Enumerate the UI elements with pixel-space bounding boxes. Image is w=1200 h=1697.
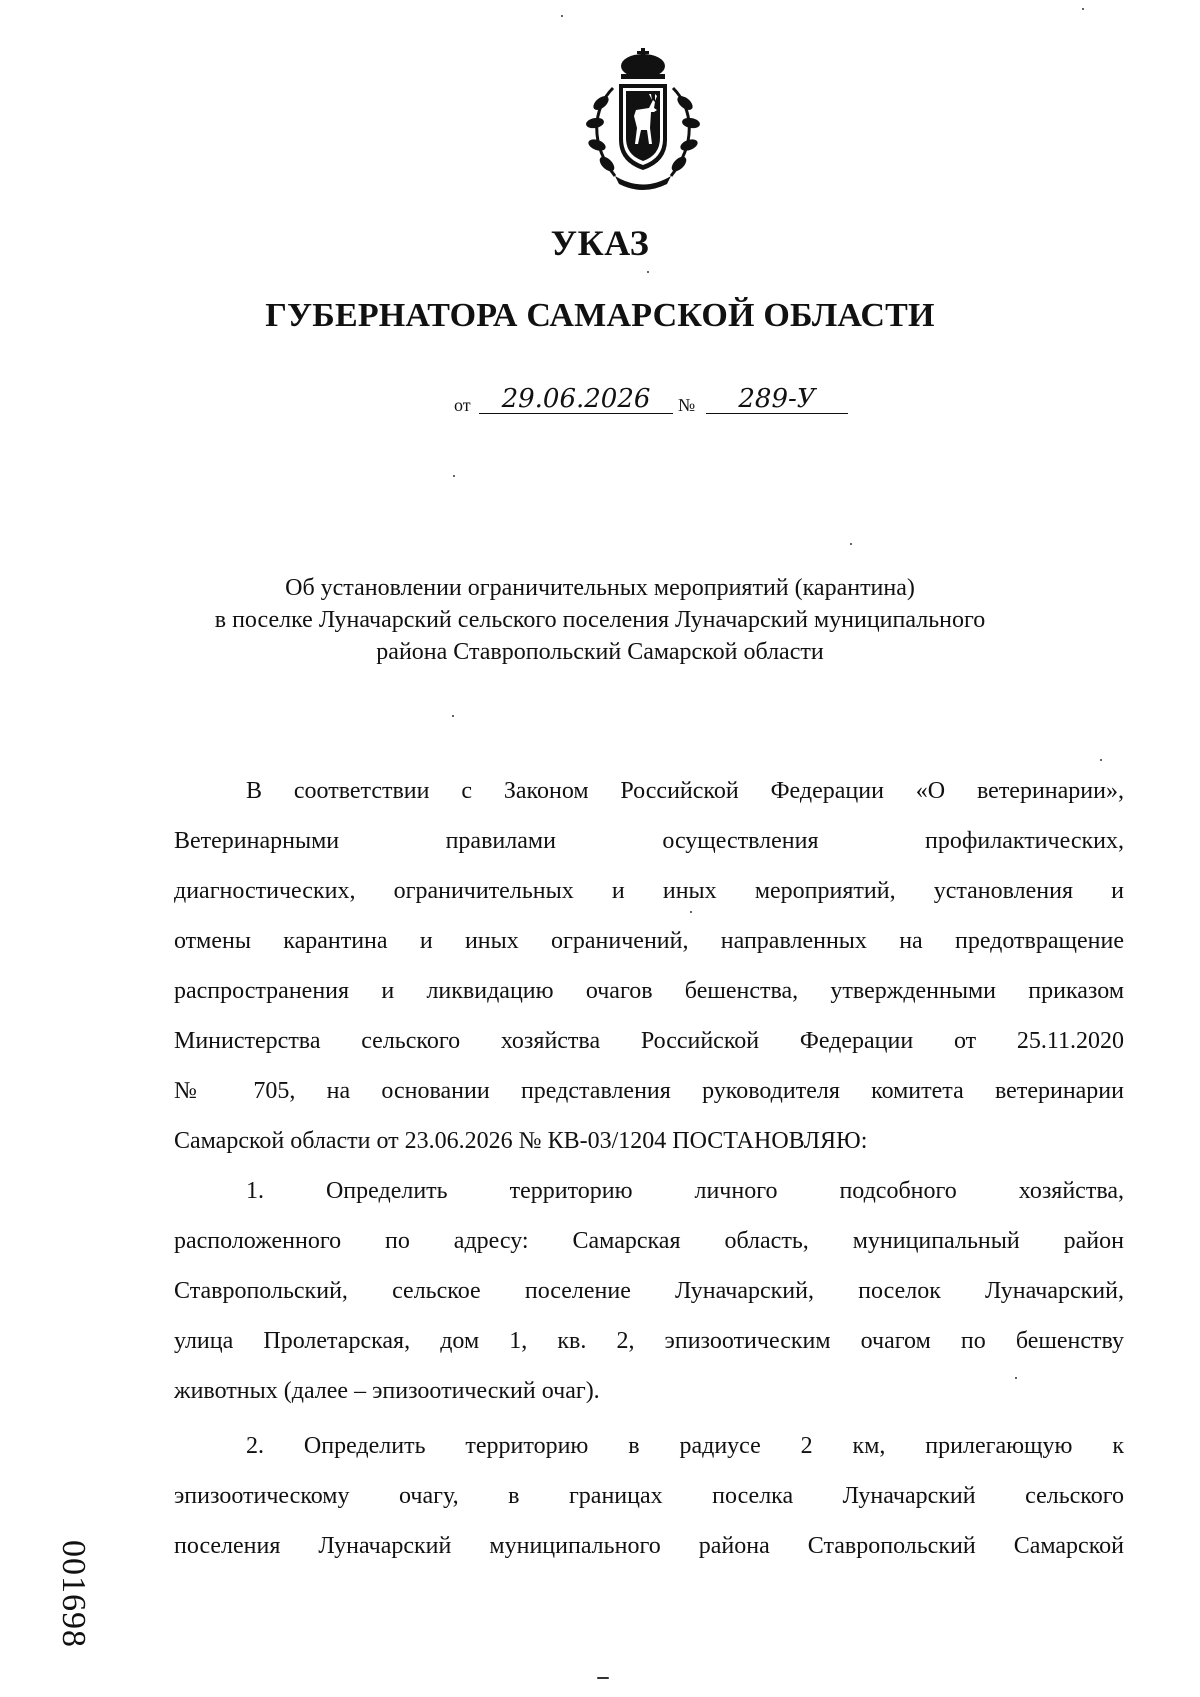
text-line: диагностических, ограничительных и иных мероприятий, установления и bbox=[174, 878, 1124, 904]
scan-speck bbox=[647, 271, 649, 273]
text-line: отмены карантина и иных ограничений, направленных на предотвращение bbox=[174, 928, 1124, 954]
scan-speck bbox=[850, 543, 852, 545]
side-registration-stamp: 001698 bbox=[55, 1540, 92, 1648]
reference-line bbox=[454, 385, 854, 425]
coat-of-arms-emblem bbox=[575, 48, 711, 190]
scan-speck bbox=[690, 911, 692, 913]
text-line: Ставропольский, сельское поселение Луначарский, поселок Луначарский, bbox=[174, 1278, 1124, 1304]
text-line: расположенного по адресу: Самарская область, муниципальный район bbox=[174, 1228, 1124, 1254]
scan-speck bbox=[597, 1677, 609, 1679]
item-2-paragraph bbox=[174, 1421, 1124, 1571]
text-line: Ветеринарными правилами осуществления профилактических, bbox=[174, 828, 1124, 854]
subject-line: района Ставропольский Самарской области bbox=[376, 639, 824, 665]
text-line: улица Пролетарская, дом 1, кв. 2, эпизоотическим очагом по бешенству bbox=[174, 1328, 1124, 1354]
decree-subject bbox=[150, 572, 1050, 668]
scan-speck bbox=[453, 475, 455, 477]
decree-body bbox=[174, 766, 1124, 1571]
text-line: Министерства сельского хозяйства Российской Федерации от 25.11.2020 bbox=[174, 1028, 1124, 1054]
issuer-heading: ГУБЕРНАТОРА САМАРСКОЙ ОБЛАСТИ bbox=[265, 297, 935, 334]
scan-speck bbox=[1100, 759, 1102, 761]
scan-speck bbox=[561, 15, 563, 17]
date-prefix: от bbox=[454, 395, 471, 415]
decree-number-handwritten: 289-У bbox=[706, 385, 848, 414]
text-line: эпизоотическому очагу, в границах поселка Луначарский сельского bbox=[174, 1483, 1124, 1509]
preamble-paragraph bbox=[174, 766, 1124, 1166]
subject-line: Об установлении ограничительных мероприятий (карантина) bbox=[285, 575, 915, 601]
text-line: поселения Луначарский муниципального района Ставропольский Самарской bbox=[174, 1533, 1124, 1559]
text-line: 1. Определить территорию личного подсобного хозяйства, bbox=[246, 1178, 1124, 1204]
text-line: № 705, на основании представления руководителя комитета ветеринарии bbox=[174, 1078, 1124, 1104]
scan-speck bbox=[452, 715, 454, 717]
text-line: животных (далее – эпизоотический очаг). bbox=[174, 1378, 600, 1404]
date-handwritten: 29.06.2026 bbox=[479, 385, 673, 414]
scan-speck bbox=[1015, 1377, 1017, 1379]
scan-speck bbox=[1082, 8, 1084, 10]
text-line: Самарской области от 23.06.2026 № КВ-03/1204 ПОСТАНОВЛЯЮ: bbox=[174, 1128, 868, 1154]
text-line: распространения и ликвидацию очагов бешенства, утвержденными приказом bbox=[174, 978, 1124, 1004]
item-1-paragraph bbox=[174, 1166, 1124, 1416]
document-type-heading: УКАЗ bbox=[550, 223, 650, 263]
subject-line: в поселке Луначарский сельского поселения Луначарский муниципального bbox=[214, 607, 986, 633]
text-line: 2. Определить территорию в радиусе 2 км, прилегающую к bbox=[246, 1433, 1124, 1459]
text-line: В соответствии с Законом Российской Федерации «О ветеринарии», bbox=[246, 778, 1124, 804]
number-prefix: № bbox=[678, 395, 696, 415]
